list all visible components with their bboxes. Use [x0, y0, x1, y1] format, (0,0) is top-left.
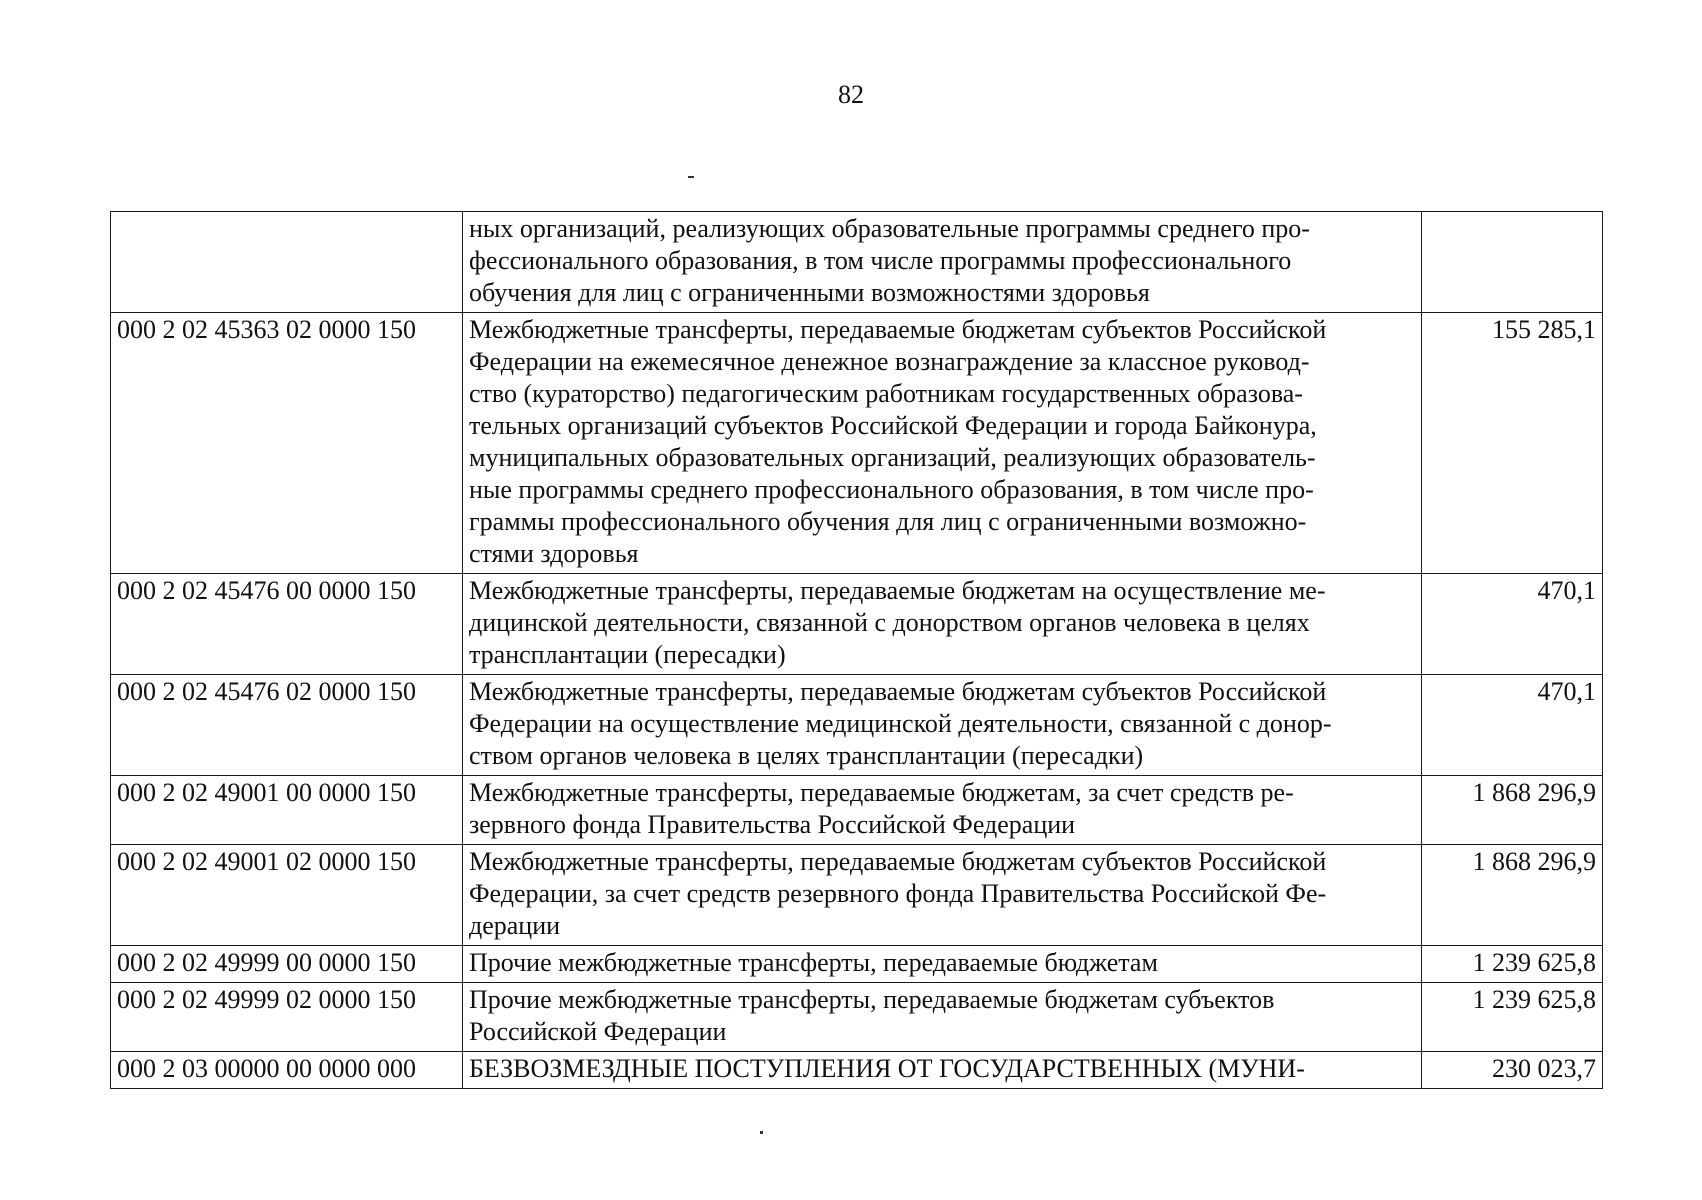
table-row: [111, 1052, 1603, 1089]
table-row: [111, 313, 1603, 574]
description-line: стями здоровья: [469, 539, 639, 568]
amount-cell: 1 239 625,8: [1422, 983, 1603, 1052]
amount-cell: [1422, 212, 1603, 313]
description-line: ные программы среднего профессионального образования, в том числе про-: [469, 475, 1314, 504]
table-row: [111, 845, 1603, 946]
amount-cell: 470,1: [1422, 574, 1603, 675]
amount-cell: 1 239 625,8: [1422, 946, 1603, 983]
description-line: дерации: [469, 911, 561, 940]
description-line: граммы профессионального обучения для лиц с ограниченными возможно-: [469, 507, 1307, 536]
description-line: Межбюджетные трансферты, передаваемые бюджетам, за счет средств ре-: [469, 778, 1294, 807]
amount-cell: 1 868 296,9: [1422, 845, 1603, 946]
description-line: Российской Федерации: [469, 1017, 727, 1046]
budget-code-cell: 000 2 02 49001 02 0000 150: [111, 845, 463, 946]
table-row: [111, 946, 1603, 983]
amount-cell: 470,1: [1422, 675, 1603, 776]
description-line: ство (кураторство) педагогическим работникам государственных образова-: [469, 379, 1303, 408]
description-line: тельных организаций субъектов Российской Федерации и города Байконура,: [469, 411, 1317, 440]
description-cell: [463, 574, 1422, 675]
description-cell: [463, 1052, 1422, 1089]
table-row: [111, 212, 1603, 313]
scan-speck: [760, 1131, 763, 1134]
table-row: [111, 983, 1603, 1052]
scan-speck: [688, 176, 694, 178]
description-line: Прочие межбюджетные трансферты, передаваемые бюджетам субъектов: [469, 985, 1275, 1014]
budget-code-cell: 000 2 03 00000 00 0000 000: [111, 1052, 463, 1089]
page-number: 82: [838, 80, 864, 109]
description-cell: [463, 946, 1422, 983]
description-line: фессионального образования, в том числе программы профессионального: [469, 246, 1292, 275]
description-line: Межбюджетные трансферты, передаваемые бюджетам субъектов Российской: [469, 847, 1327, 876]
description-line: Межбюджетные трансферты, передаваемые бюджетам на осуществление ме-: [469, 576, 1326, 605]
description-line: зервного фонда Правительства Российской Федерации: [469, 810, 1076, 839]
description-line: ных организаций, реализующих образовательные программы среднего про-: [469, 214, 1310, 243]
description-cell: [463, 983, 1422, 1052]
description-line: дицинской деятельности, связанной с донорством органов человека в целях: [469, 608, 1310, 637]
description-line: Прочие межбюджетные трансферты, передаваемые бюджетам: [469, 948, 1158, 977]
description-line: Федерации, за счет средств резервного фонда Правительства Российской Фе-: [469, 879, 1327, 908]
revenue-table-body: [111, 212, 1603, 1089]
description-line: ством органов человека в целях трансплантации (пересадки): [469, 741, 1144, 770]
amount-cell: 155 285,1: [1422, 313, 1603, 574]
table-row: [111, 675, 1603, 776]
description-cell: [463, 675, 1422, 776]
budget-code-cell: 000 2 02 49999 02 0000 150: [111, 983, 463, 1052]
description-line: обучения для лиц с ограниченными возможностями здоровья: [469, 278, 1150, 307]
description-line: трансплантации (пересадки): [469, 640, 786, 669]
description-line: Межбюджетные трансферты, передаваемые бюджетам субъектов Российской: [469, 677, 1327, 706]
budget-code-cell: 000 2 02 45476 00 0000 150: [111, 574, 463, 675]
amount-cell: 1 868 296,9: [1422, 776, 1603, 845]
description-line: Федерации на осуществление медицинской деятельности, связанной с донор-: [469, 709, 1332, 738]
budget-code-cell: [111, 212, 463, 313]
budget-code-cell: 000 2 02 49999 00 0000 150: [111, 946, 463, 983]
description-cell: [463, 776, 1422, 845]
table-row: [111, 776, 1603, 845]
budget-code-cell: 000 2 02 45476 02 0000 150: [111, 675, 463, 776]
budget-code-cell: 000 2 02 45363 02 0000 150: [111, 313, 463, 574]
description-line: муниципальных образовательных организаций, реализующих образователь-: [469, 443, 1316, 472]
revenue-table: [110, 211, 1603, 1089]
description-line: Федерации на ежемесячное денежное вознаграждение за классное руковод-: [469, 347, 1310, 376]
amount-cell: 230 023,7: [1422, 1052, 1603, 1089]
description-line: БЕЗВОЗМЕЗДНЫЕ ПОСТУПЛЕНИЯ ОТ ГОСУДАРСТВЕННЫХ (МУНИ-: [469, 1054, 1305, 1083]
description-cell: [463, 313, 1422, 574]
budget-code-cell: 000 2 02 49001 00 0000 150: [111, 776, 463, 845]
description-line: Межбюджетные трансферты, передаваемые бюджетам субъектов Российской: [469, 315, 1327, 344]
description-cell: [463, 212, 1422, 313]
table-row: [111, 574, 1603, 675]
description-cell: [463, 845, 1422, 946]
